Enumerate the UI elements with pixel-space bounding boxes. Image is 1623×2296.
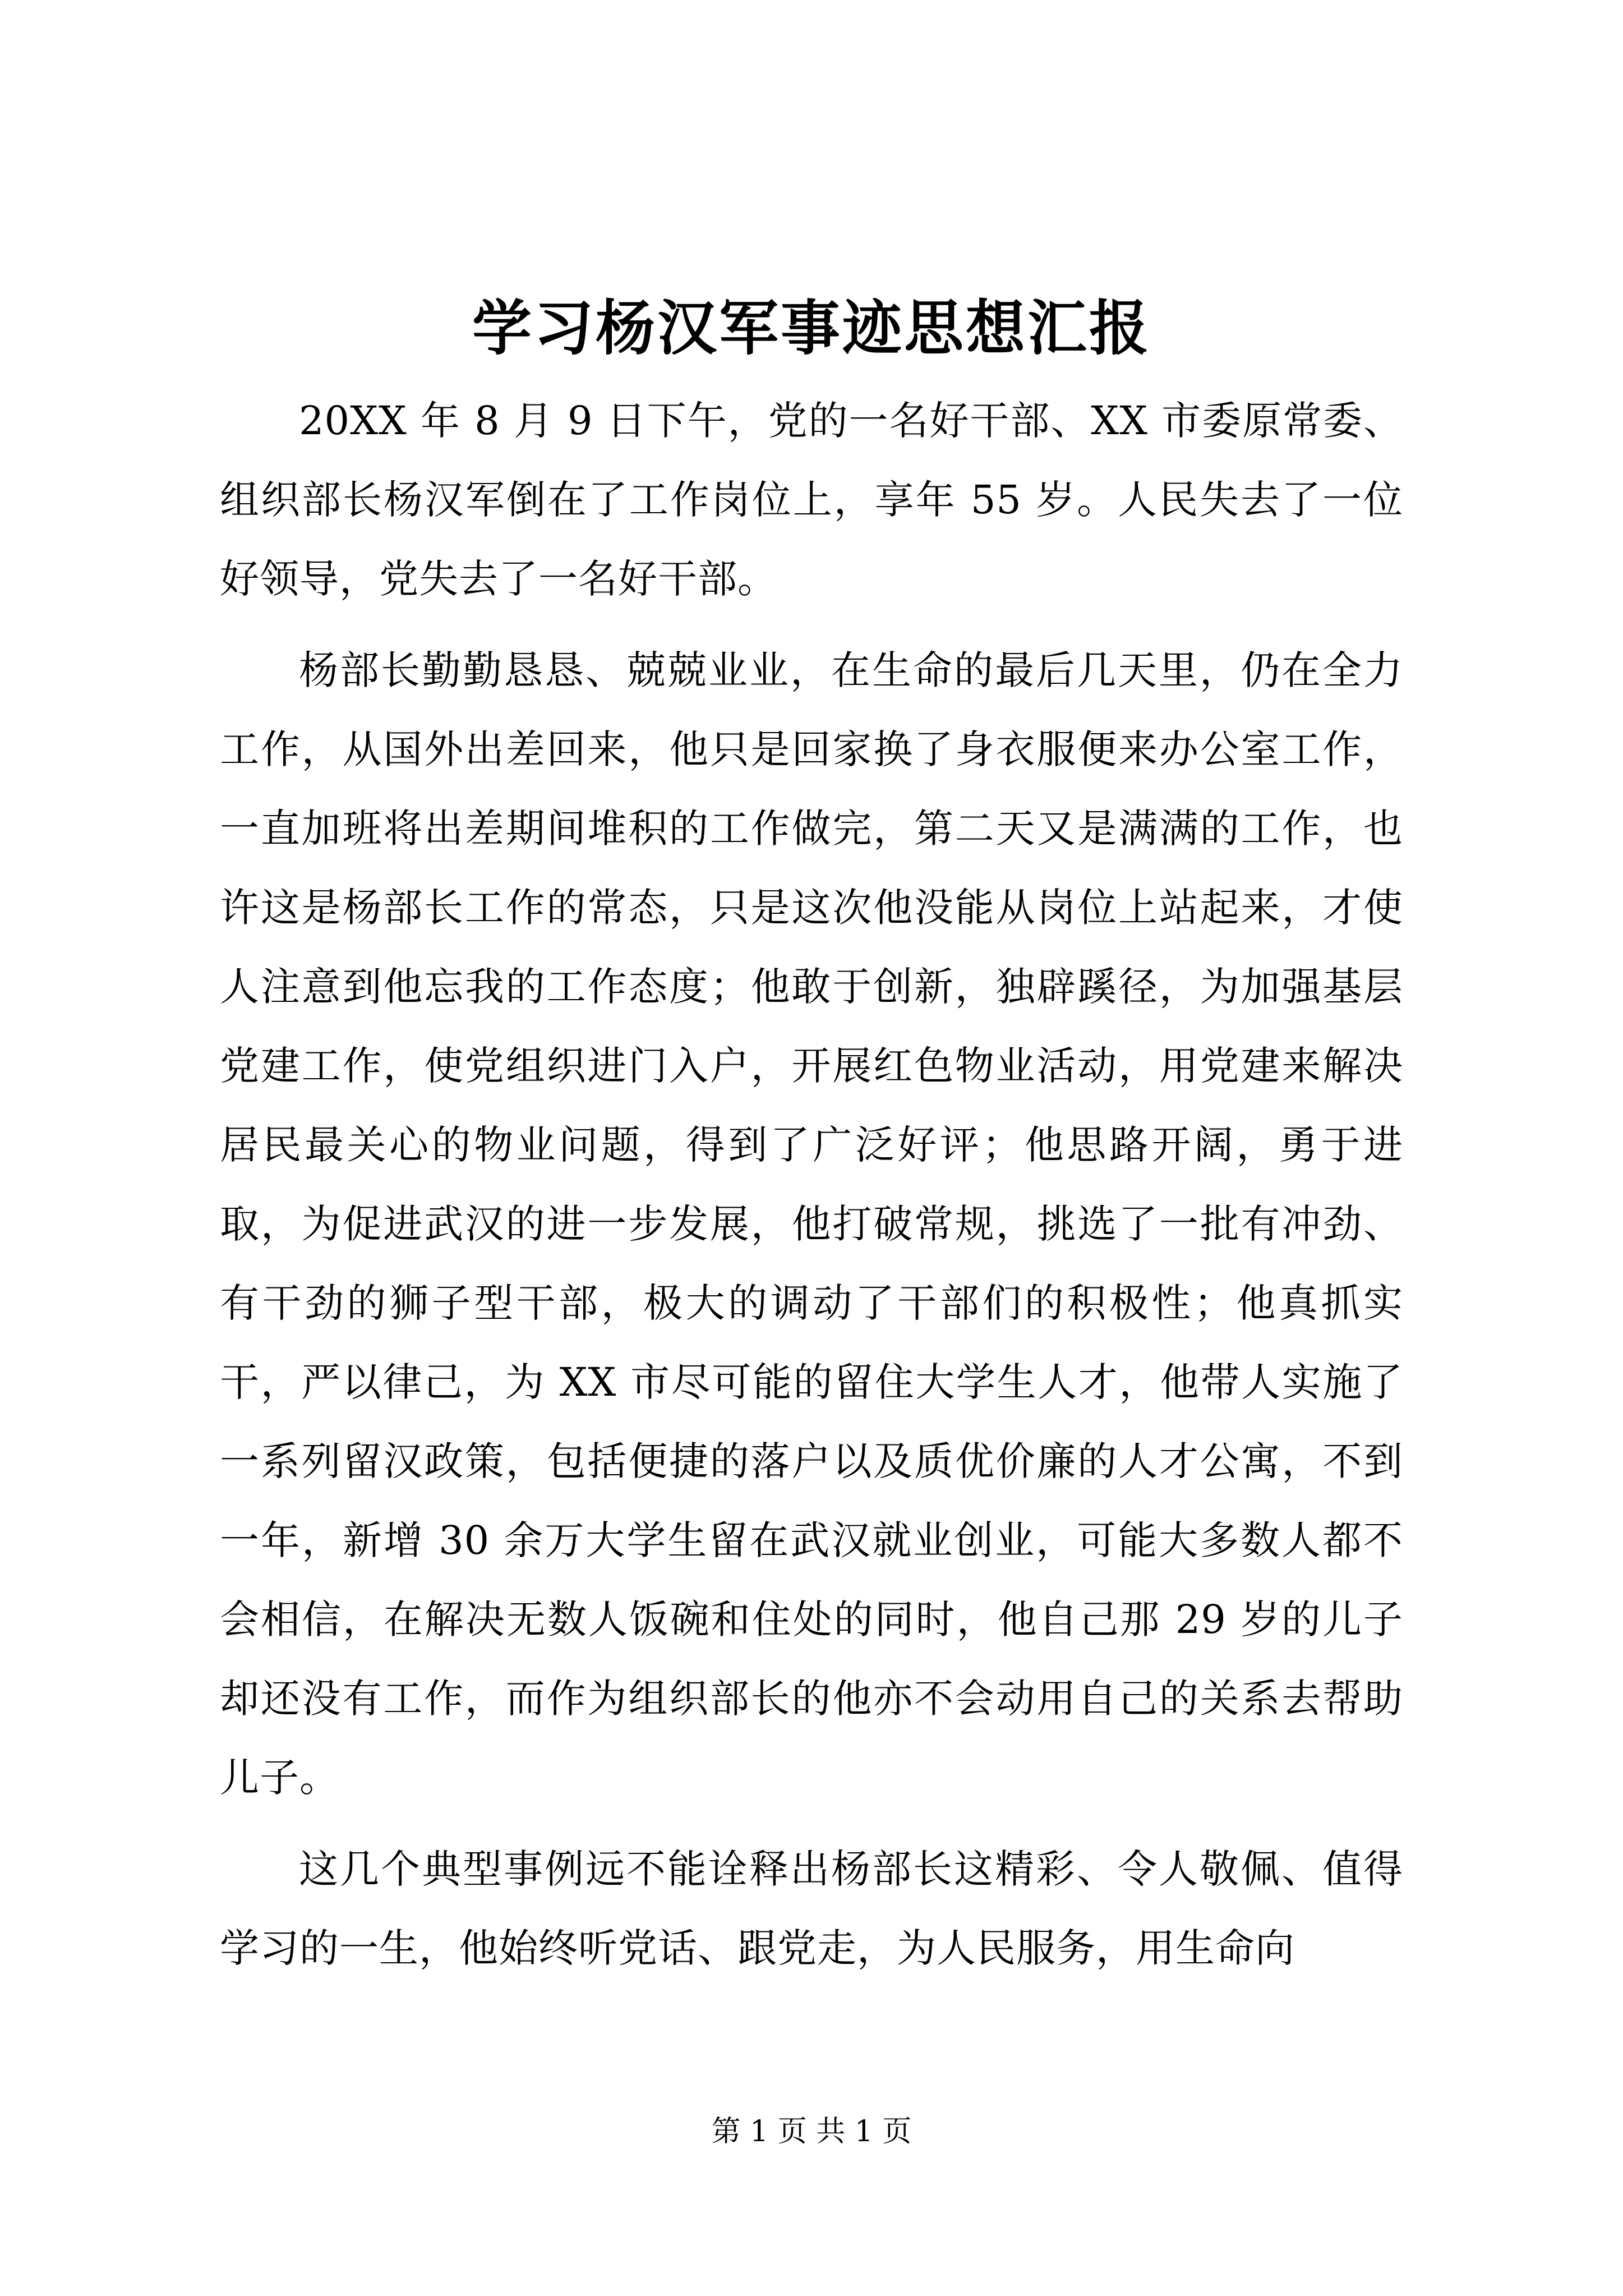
- paragraph-1: 20XX 年 8 月 9 日下午，党的一名好干部、XX 市委原常委、组织部长杨汉军倒在了工作岗位上，享年 55 岁。人民失去了一位好领导，党失去了一名好干部。: [220, 398, 1403, 602]
- document-body: [220, 381, 1403, 2000]
- page-footer: [0, 2112, 1623, 2151]
- document-title: 学习杨汉军事迹思想汇报: [472, 293, 1151, 363]
- page-number: 第 1 页 共 1 页: [711, 2115, 912, 2148]
- paragraph-2: 杨部长勤勤恳恳、兢兢业业，在生命的最后几天里，仍在全力工作，从国外出差回来，他只是回家换了身衣服便来办公室工作，一直加班将出差期间堆积的工作做完，第二天又是满满的工作，也许这是杨部长工作的常态，只是这次他没能从岗位上站起来，才使人注意到他忘我的工作态度；他敢于创新，独辟蹊径，为加强基层党建工作，使党组织进门入户，开展红色物业活动，用党建来解决居民最关心的物业问题，得到了广泛好评；他思路开阔，勇于进取，为促进武汉的进一步发展，他打破常规，挑选了一批有冲劲、有干劲的狮子型干部，极大的调动了干部们的积极性；他真抓实干，严以律己，为 XX 市尽可能的留住大学生人才，他带人实施了一系列留汉政策，包括便捷的落户以及质优价廉的人才公寓，不到一年，新增 30 余万大学生留在武汉就业创业，可能大多数人都不会相信，在解决无数人饭碗和住处的同时，他自己那 29 岁的儿子却还没有工作，而作为组织部长的他亦不会动用自己的关系去帮助儿子。: [220, 647, 1403, 1801]
- paragraph-3: 这几个典型事例远不能诠释出杨部长这精彩、令人敬佩、值得学习的一生，他始终听党话、跟党走，为人民服务，用生命向: [220, 1846, 1403, 1971]
